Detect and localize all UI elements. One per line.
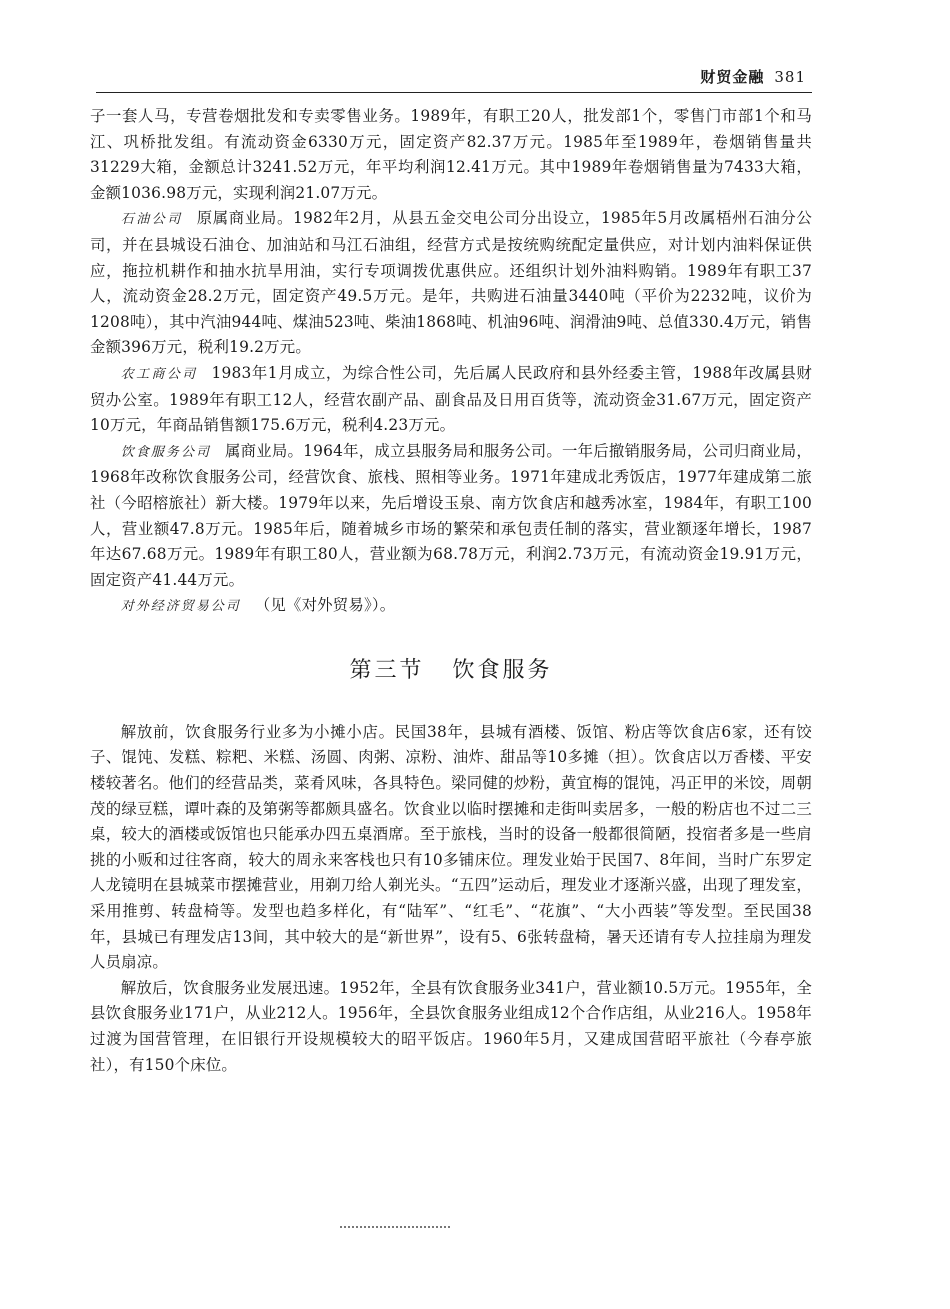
paragraph-post-liberation (90, 976, 812, 1078)
paragraph-text: 解放后，饮食服务业发展迅速。1952年，全县有饮食服务业341户，营业额10.5万元。1955年，全县饮食服务业171户，从业212人。1956年，全县饮食服务业组成12个合作店组，从业216人。1958年过渡为国营管理，在旧银行开设规模较大的昭平饭店。1960年5月，又建成国营昭平旅社（今春亭旅社），有150个床位。 (90, 978, 812, 1074)
subheading-foreign-trade-company: 对外经济贸易公司 (120, 599, 241, 615)
header-section-and-page (700, 66, 806, 87)
subheading-petroleum-company: 石油公司 (120, 212, 183, 228)
subheading-catering-service-company: 饮食服务公司 (120, 444, 212, 460)
paragraph-foreign-trade-company (90, 593, 812, 620)
paragraph-catering-service-company (90, 439, 812, 594)
section-title-text: 饮食服务 (452, 657, 553, 683)
paragraph-text: 属商业局。1964年，成立县服务局和服务公司。一年后撤销服务局，公司归商业局，1968年改称饮食服务公司，经营饮食、旅栈、照相等业务。1971年建成北秀饭店，1977年建成第二旅社（今昭榕旅社）新大楼。1979年以来，先后增设玉泉、南方饮食店和越秀冰室，1984年，有职工100人，营业额47.8万元。1985年后，随着城乡市场的繁荣和承包责任制的落实，营业额逐年增长，1987年达67.68万元。1989年有职工80人，营业额为68.78万元，利润2.73万元，有流动资金19.91万元，固定资产41.44万元。 (90, 441, 812, 589)
paragraph-text: （见《对外贸易》）。 (254, 596, 396, 615)
paragraph-pre-liberation (90, 720, 812, 976)
header-section-name: 财贸金融 (700, 68, 765, 86)
paragraph-text: 解放前，饮食服务行业多为小摊小店。民国38年，县城有酒楼、饭馆、粉店等饮食店6家，还有饺子、馄饨、发糕、粽粑、米糕、汤圆、肉粥、凉粉、油炸、甜品等10多摊（担）。饮食店以万香楼、平安楼较著名。他们的经营品类，菜肴风味，各具特色。梁同健的炒粉，黄宜梅的馄饨，冯正甲的米饺，周朝茂的绿豆糕，谭叶森的及第粥等都颇具盛名。饮食业以临时摆摊和走街叫卖居多，一般的粉店也不过二三桌，较大的酒楼或饭馆也只能承办四五桌酒席。至于旅栈，当时的设备一般都很简陋，投宿者多是一些肩挑的小贩和过往客商，较大的周永来客栈也只有10多铺床位。理发业始于民国7、8年间，当时广东罗定人龙镜明在县城菜市摆摊营业，用剃刀给人剃光头。“五四”运动后，理发业才逐渐兴盛，出现了理发室，采用推剪、转盘椅等。发型也趋多样化，有“陆军”、“红毛”、“花旗”、“大小西装”等发型。至民国38年，县城已有理发店13间，其中较大的是“新世界”，设有5、6张转盘椅，暑天还请有专人拉挂扇为理发人员扇凉。 (90, 722, 812, 972)
page-header (96, 58, 812, 93)
paragraph-text: 子一套人马，专营卷烟批发和专卖零售业务。1989年，有职工20人，批发部1个，零售门市部1个和马江、巩桥批发组。有流动资金6330万元，固定资产82.37万元。1985年至1989年，卷烟销售量共31229大箱，金额总计3241.52万元，年平均利润12.41万元。其中1989年卷烟销售量为7433大箱，金额1036.98万元，实现利润21.07万元。 (90, 107, 812, 202)
paragraph-agri-industry-commerce-company (90, 361, 812, 439)
section-number-label: 第三节 (349, 657, 425, 683)
section-title (90, 656, 812, 686)
paragraph-text: 原属商业局。1982年2月，从县五金交电公司分出设立，1985年5月改属梧州石油分公司，并在县城设石油仓、加油站和马江石油组，经营方式是按统购统配定量供应，对计划内油料保证供应，拖拉机耕作和抽水抗旱用油，实行专项调拨优惠供应。还组织计划外油料购销。1989年有职工37人，流动资金28.2万元，固定资产49.5万元。是年，共购进石油量3440吨（平价为2232吨，议价为1208吨），其中汽油944吨、煤油523吨、柴油1868吨、机油96吨、润滑油9吨、总值330.4万元，销售金额396万元，税利19.2万元。 (90, 209, 812, 357)
paragraph-petroleum-company (90, 206, 812, 361)
paragraph-tobacco-continued (90, 104, 812, 206)
subheading-agri-industry-commerce-company: 农工商公司 (120, 366, 198, 382)
footer-scan-artifact (340, 1226, 450, 1230)
paragraph-text: 1983年1月成立，为综合性公司，先后属人民政府和县外经委主管，1988年改属县财贸办公室。1989年有职工12人，经营农副产品、副食品及日用百货等，流动资金31.67万元，固定资产10万元，年商品销售额175.6万元，税利4.23万元。 (90, 363, 812, 435)
page-number: 381 (774, 68, 806, 86)
page-body (90, 104, 812, 1078)
